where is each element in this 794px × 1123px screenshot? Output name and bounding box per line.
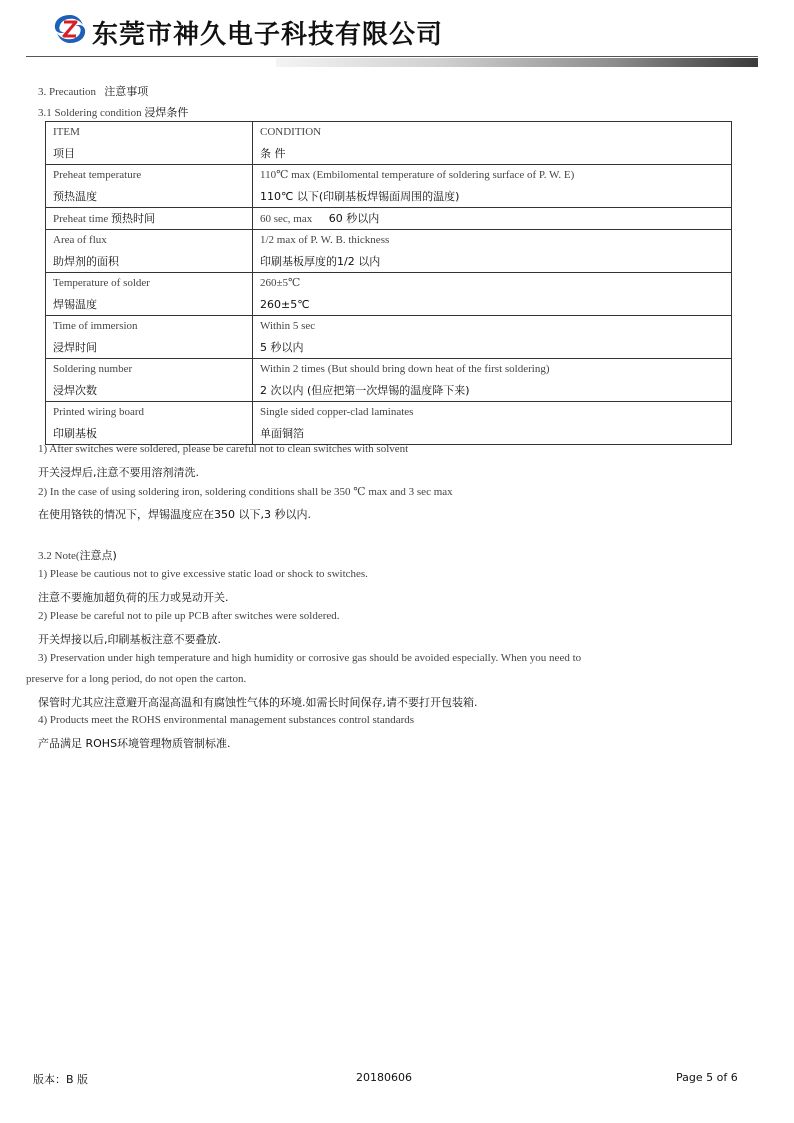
table-cell-item: [46, 122, 253, 165]
cell-zh: 110℃ 以下(印刷基板焊锡面周围的温度): [260, 190, 460, 203]
note-3-2-3-en-line2: preserve for a long period, do not open the carton.: [26, 673, 247, 685]
table-cell-condition: [253, 359, 732, 402]
table-cell-condition: [253, 165, 732, 208]
cell-en: ITEM: [53, 126, 80, 138]
footer-date: 20180606: [356, 1071, 412, 1084]
soldering-condition-table: [45, 121, 732, 445]
cell-zh: 预热时间: [111, 212, 156, 225]
cell-en: Soldering number: [53, 363, 133, 375]
table-cell-item: [46, 165, 253, 208]
company-name: 东莞市神久电子科技有限公司: [92, 20, 444, 50]
header-divider: [26, 56, 758, 57]
note-3-2-4-zh: 产品满足 ROHS环境管理物质管制标准.: [38, 737, 231, 750]
table-cell-condition: [253, 230, 732, 273]
cell-en: 1/2 max of P. W. B. thickness: [260, 234, 390, 246]
cell-zh: 5 秒以内: [260, 341, 304, 354]
cell-en: Preheat time: [53, 213, 109, 225]
cell-zh: 浸焊次数: [53, 384, 97, 397]
cell-en: Single sided copper-clad laminates: [260, 406, 414, 418]
cell-zh: 单面铜箔: [260, 427, 304, 440]
subsection-title-zh: 浸焊条件: [144, 106, 189, 119]
note-3-2-2-zh: 开关焊接以后,印刷基板注意不要叠放.: [38, 633, 221, 646]
table-cell-condition: [253, 316, 732, 359]
cell-zh: 260±5℃: [260, 298, 310, 311]
cell-en: Time of immersion: [53, 320, 138, 332]
cell-zh: 条 件: [260, 147, 286, 160]
note-3-2-2-en: 2) Please be careful not to pile up PCB after switches were soldered.: [38, 610, 340, 622]
note-3-2-3-en-line1: 3) Preservation under high temperature and high humidity or corrosive gas should be avoided especially. When you need to: [38, 652, 582, 664]
table-cell-condition: [253, 273, 732, 316]
note-section-title-zh: 注意点): [79, 549, 117, 562]
table-row: [46, 230, 732, 273]
cell-en: Within 2 times (But should bring down heat of the first soldering): [260, 363, 550, 375]
note-2-en: 2) In the case of using soldering iron, soldering conditions shall be 350 ℃ max and 3 sec max: [38, 486, 453, 498]
subsection-title: [38, 104, 188, 120]
note-3-2-1-zh: 注意不要施加超负荷的压力或晃动开关.: [38, 591, 229, 604]
cell-zh: 印刷基板厚度的1/2 以内: [260, 255, 381, 268]
cell-zh: 浸焊时间: [53, 341, 97, 354]
page-header: [50, 10, 770, 50]
section-title: [38, 83, 148, 99]
table-row: [46, 359, 732, 402]
table-cell-item: [46, 230, 253, 273]
cell-zh: 预热温度: [53, 190, 97, 203]
table-cell-condition: [253, 402, 732, 445]
cell-en: 60 sec, max: [260, 213, 313, 225]
table-row: [46, 122, 732, 165]
cell-zh: 2 次以内 (但应把第一次焊锡的温度降下来): [260, 384, 470, 397]
note-3-2-3-zh: 保管时尤其应注意避开高湿高温和有腐蚀性气体的环境.如需长时间保存,请不要打开包装箱.: [38, 696, 478, 709]
cell-en: CONDITION: [260, 126, 322, 138]
note-section-title: [38, 547, 117, 563]
cell-zh: 印刷基板: [53, 427, 97, 440]
table-cell-item: [46, 316, 253, 359]
cell-inline: [53, 208, 245, 229]
cell-en: 260±5℃: [260, 277, 301, 289]
cell-inline: [260, 208, 724, 229]
table-cell-item: [46, 273, 253, 316]
table-cell-item: [46, 208, 253, 230]
table-cell-condition: [253, 208, 732, 230]
footer-version: 版本：B 版: [33, 1073, 89, 1086]
cell-zh: 项目: [53, 147, 75, 160]
table-cell-item: [46, 402, 253, 445]
note-1-en: 1) After switches were soldered, please be careful not to clean switches with solvent: [38, 443, 409, 455]
note-3-2-4-en: 4) Products meet the ROHS environmental management substances control standards: [38, 714, 415, 726]
table-row: [46, 273, 732, 316]
table-cell-item: [46, 359, 253, 402]
table-row: [46, 208, 732, 230]
cell-en: Preheat temperature: [53, 169, 142, 181]
cell-zh: 助焊剂的面积: [53, 255, 119, 268]
table-row: [46, 316, 732, 359]
note-3-2-1-en: 1) Please be cautious not to give excessive static load or shock to switches.: [38, 568, 368, 580]
cell-zh: 焊锡温度: [53, 298, 97, 311]
section-title-zh: 注意事项: [104, 85, 149, 98]
cell-en: 110℃ max (Embilomental temperature of soldering surface of P. W. E): [260, 169, 575, 181]
subsection-title-en: 3.1 Soldering condition: [38, 107, 142, 119]
section-title-en: 3. Precaution: [38, 86, 97, 98]
table-row: [46, 165, 732, 208]
company-logo-icon: [50, 12, 90, 46]
cell-en: Within 5 sec: [260, 320, 316, 332]
note-section-title-en: 3.2 Note(: [38, 550, 80, 562]
cell-en: Area of flux: [53, 234, 107, 246]
note-2-zh: 在使用铬铁的情况下，焊锡温度应在350 以下,3 秒以内.: [38, 508, 311, 521]
cell-en: Temperature of solder: [53, 277, 150, 289]
cell-en: Printed wiring board: [53, 406, 145, 418]
cell-zh: 60 秒以内: [328, 212, 380, 225]
table-row: [46, 402, 732, 445]
header-gradient-bar: [276, 58, 758, 67]
footer-page-number: Page 5 of 6: [676, 1071, 738, 1084]
note-1-zh: 开关浸焊后,注意不要用溶剂清洗.: [38, 466, 199, 479]
table-cell-condition: [253, 122, 732, 165]
